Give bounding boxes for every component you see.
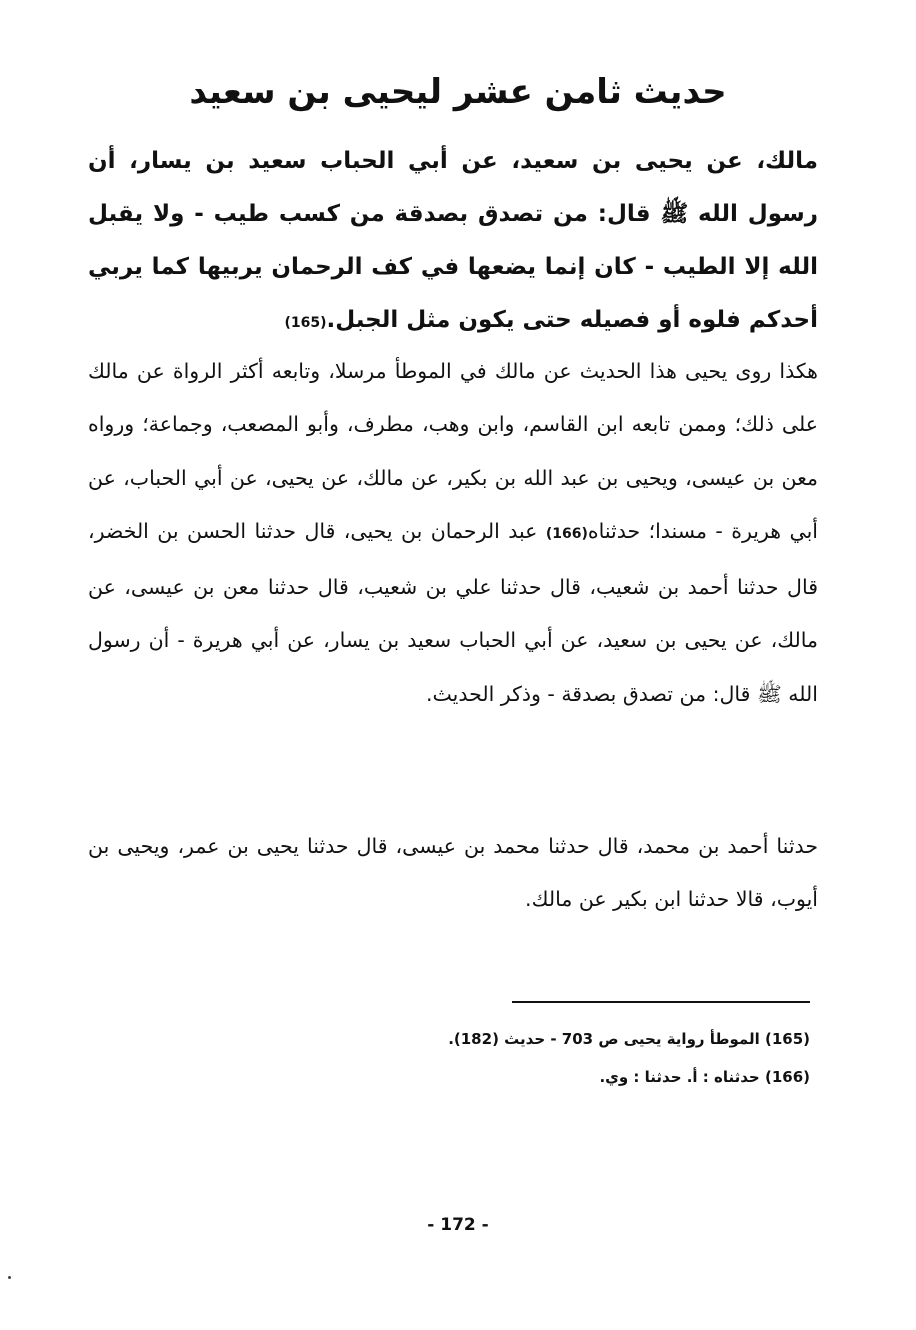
paragraph-1-part-2: عبد الرحمان بن يحيى، قال حدثنا الحسن بن الخضر، قال حدثنا أحمد بن شعيب، قال حدثنا علي بن شعيب، قال حدثنا معن بن عيسى، عن مالك، عن يحيى بن سعيد، عن أبي الحباب سعيد بن يسار، عن أبي هريرة - أن رسول الله ﷺ قال: من تصدق بصدقة - وذكر الحديث. xyxy=(88,518,818,706)
page-title: حديث ثامن عشر ليحيى بن سعيد xyxy=(189,72,727,112)
paragraph-1-part-1: هكذا روى يحيى هذا الحديث عن مالك في الموطأ مرسلا، وتابعه أكثر الرواة عن مالك على ذلك؛ وممن تابعه ابن القاسم، وابن وهب، مطرف، وأبو المصعب، وجماعة؛ ورواه معن بن عيسى، ويحيى بن عبد الله بن بكير، عن مالك، عن يحيى، عن أبي الحباب، عن أبي هريرة - مسندا؛ حدثناه xyxy=(88,359,818,543)
hadith-body: مالك، عن يحيى بن سعيد، عن أبي الحباب سعيد بن يسار، أن رسول الله ﷺ قال: من تصدق بصدقة من كسب طيب - ولا يقبل الله إلا الطيب - كان إنما يضعها في كف الرحمان يربيها كما يربي أحدكم فلوه أو فصيله حتى يكون مثل الجبل. xyxy=(88,148,818,333)
footnote-166: (166) حدثناه : أ. حدثنا : وي. xyxy=(599,1068,810,1086)
commentary-paragraph-2: حدثنا أحمد بن محمد، قال حدثنا محمد بن عيسى، قال حدثنا يحيى بن عمر، ويحيى بن أيوب، قالا حدثنا ابن بكير عن مالك. xyxy=(88,834,818,912)
scan-speck xyxy=(8,1276,11,1279)
footnote-ref-165: (165) xyxy=(284,315,327,331)
footnote-divider xyxy=(512,1001,810,1003)
page-number: - 172 - xyxy=(427,1215,489,1235)
footnote-165: (165) الموطأ رواية يحيى ص 703 - حديث (182). xyxy=(448,1030,810,1048)
footnote-ref-166: (166) xyxy=(545,525,588,542)
footnotes xyxy=(300,1020,810,1096)
hadith-text xyxy=(88,135,818,350)
commentary-paragraph-1 xyxy=(88,345,818,721)
